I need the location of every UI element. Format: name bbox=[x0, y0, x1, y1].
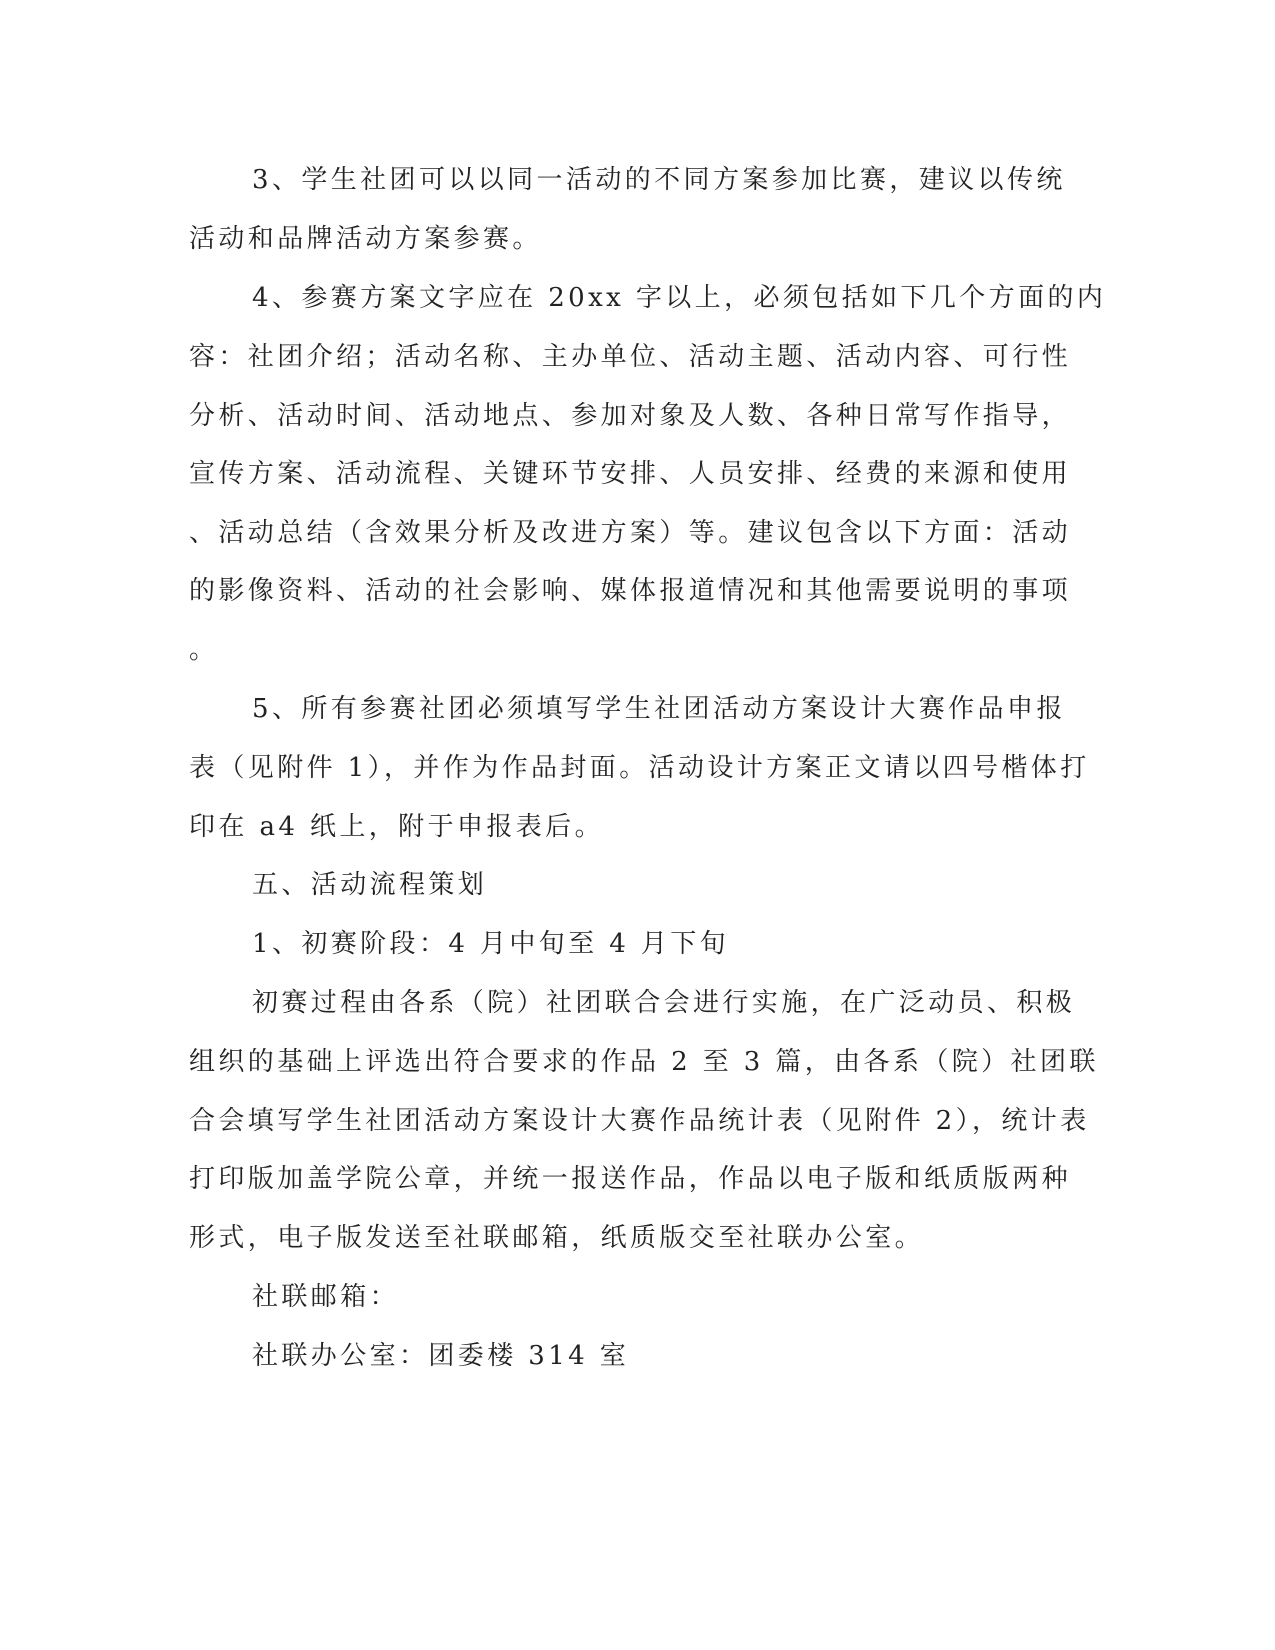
paragraph-prelim-line-1: 初赛过程由各系（院）社团联合会进行实施，在广泛动员、积极 bbox=[252, 988, 1076, 1018]
paragraph-prelim-line-4: 打印版加盖学院公章，并统一报送作品，作品以电子版和纸质版两种 bbox=[189, 1164, 1072, 1194]
union-office-line: 社联办公室：团委楼 314 室 bbox=[252, 1341, 630, 1371]
stage-heading: 1、初赛阶段：4 月中旬至 4 月下旬 bbox=[252, 929, 730, 959]
paragraph-prelim-line-2: 组织的基础上评选出符合要求的作品 2 至 3 篇，由各系（院）社团联 bbox=[189, 1047, 1099, 1077]
paragraph-prelim-line-3: 合会填写学生社团活动方案设计大赛作品统计表（见附件 2），统计表 bbox=[189, 1106, 1090, 1136]
paragraph-5-line-1: 5、所有参赛社团必须填写学生社团活动方案设计大赛作品申报 bbox=[252, 694, 1066, 724]
paragraph-4-line-7: 。 bbox=[189, 635, 219, 665]
paragraph-4-line-6: 的影像资料、活动的社会影响、媒体报道情况和其他需要说明的事项 bbox=[189, 576, 1072, 606]
section-heading: 五、活动流程策划 bbox=[252, 870, 488, 900]
union-email-label: 社联邮箱： bbox=[252, 1282, 400, 1312]
paragraph-5-line-3: 印在 a4 纸上，附于申报表后。 bbox=[189, 812, 604, 842]
paragraph-5-line-2: 表（见附件 1），并作为作品封面。活动设计方案正文请以四号楷体打 bbox=[189, 753, 1090, 783]
paragraph-prelim-line-5: 形式，电子版发送至社联邮箱，纸质版交至社联办公室。 bbox=[189, 1223, 925, 1253]
paragraph-4-line-2: 容：社团介绍；活动名称、主办单位、活动主题、活动内容、可行性 bbox=[189, 342, 1072, 372]
paragraph-3-line-1: 3、学生社团可以以同一活动的不同方案参加比赛，建议以传统 bbox=[252, 165, 1066, 195]
paragraph-4-line-1: 4、参赛方案文字应在 20xx 字以上，必须包括如下几个方面的内 bbox=[252, 283, 1107, 313]
paragraph-4-line-4: 宣传方案、活动流程、关键环节安排、人员安排、经费的来源和使用 bbox=[189, 459, 1072, 489]
paragraph-3-line-2: 活动和品牌活动方案参赛。 bbox=[189, 224, 542, 254]
paragraph-4-line-5: 、活动总结（含效果分析及改进方案）等。建议包含以下方面：活动 bbox=[189, 518, 1072, 548]
paragraph-4-line-3: 分析、活动时间、活动地点、参加对象及人数、各种日常写作指导， bbox=[189, 401, 1072, 431]
